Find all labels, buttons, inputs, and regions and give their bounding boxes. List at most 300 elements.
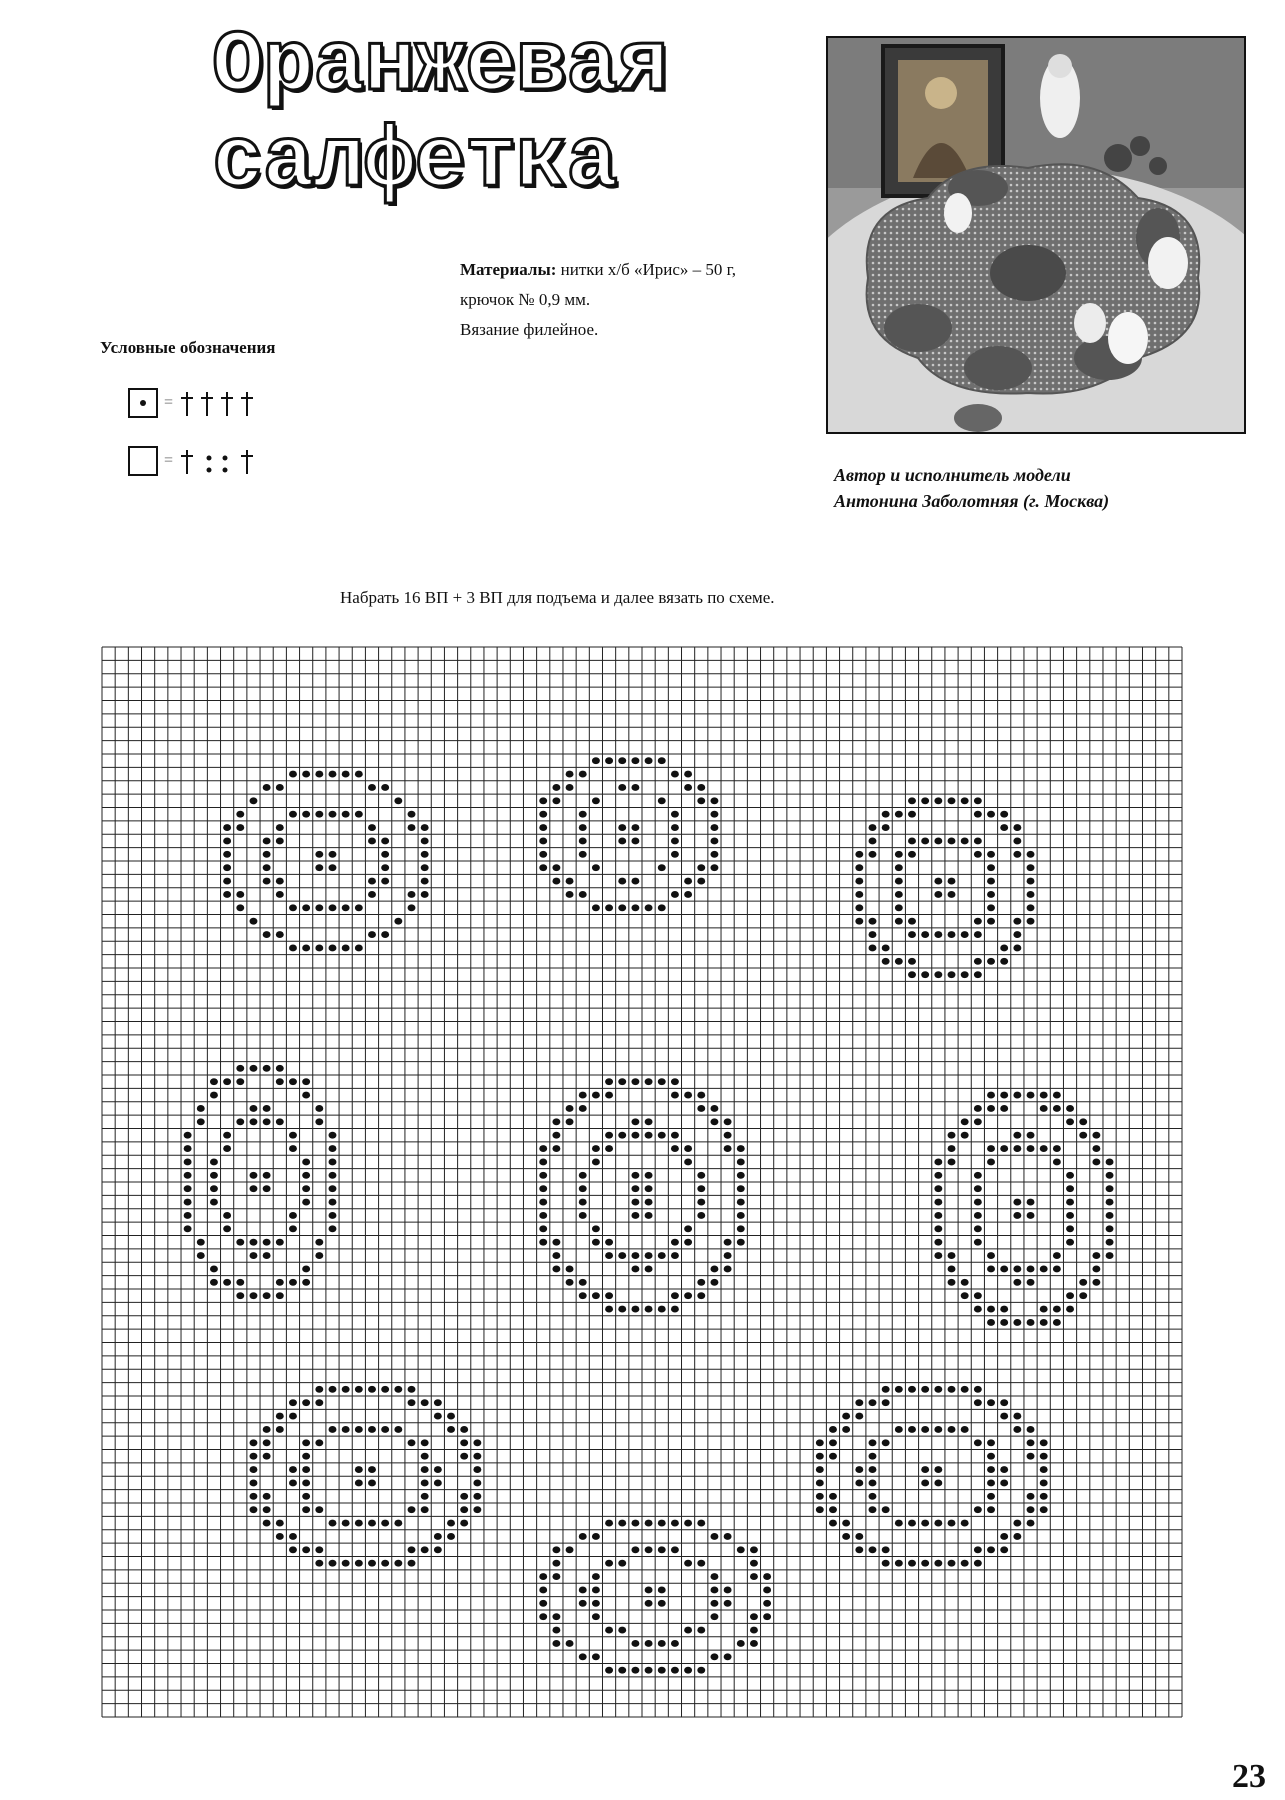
filled-cell: [368, 891, 376, 898]
filled-cell: [987, 1479, 995, 1486]
filled-cell: [710, 1653, 718, 1660]
filled-cell: [552, 1265, 560, 1272]
filled-cell: [987, 958, 995, 965]
filled-cell: [1106, 1158, 1114, 1165]
filled-cell: [421, 878, 429, 885]
filled-cell: [263, 1506, 271, 1513]
filled-cell: [750, 1640, 758, 1647]
filled-cell: [408, 891, 416, 898]
filled-cell: [302, 904, 310, 911]
filled-cell: [697, 1627, 705, 1634]
filled-cell: [974, 1560, 982, 1567]
filled-cell: [658, 1078, 666, 1085]
filled-cell: [908, 797, 916, 804]
filled-cell: [1000, 1533, 1008, 1540]
filled-cell: [658, 864, 666, 871]
materials-text-1: нитки х/б «Ирис» – 50 г,: [560, 260, 736, 279]
filled-cell: [895, 811, 903, 818]
filled-cell: [329, 1225, 337, 1232]
filled-cell: [210, 1279, 218, 1286]
legend-filled: [128, 388, 263, 418]
filled-cell: [250, 1439, 258, 1446]
filled-cell: [829, 1426, 837, 1433]
filled-cell: [882, 811, 890, 818]
filled-cell: [1000, 958, 1008, 965]
filled-cell: [697, 1199, 705, 1206]
filled-cell: [566, 1546, 574, 1553]
filled-cell: [250, 1479, 258, 1486]
filled-cell: [1000, 1413, 1008, 1420]
filled-cell: [329, 1386, 337, 1393]
filled-cell: [289, 904, 297, 911]
filled-cell: [302, 1185, 310, 1192]
filled-cell: [855, 891, 863, 898]
filled-cell: [829, 1520, 837, 1527]
filled-cell: [552, 1560, 560, 1567]
filled-cell: [447, 1426, 455, 1433]
filled-cell: [315, 1252, 323, 1259]
filled-cell: [1000, 1546, 1008, 1553]
filled-cell: [592, 1586, 600, 1593]
filled-cell: [974, 1199, 982, 1206]
filled-cell: [987, 904, 995, 911]
filled-cell: [618, 824, 626, 831]
filled-cell: [250, 797, 258, 804]
filled-cell: [671, 1520, 679, 1527]
filled-cell: [289, 771, 297, 778]
filled-cell: [882, 1506, 890, 1513]
filled-cell: [934, 837, 942, 844]
filled-cell: [184, 1145, 192, 1152]
filled-cell: [605, 757, 613, 764]
filled-cell: [355, 1426, 363, 1433]
filled-cell: [381, 784, 389, 791]
filled-cell: [460, 1506, 468, 1513]
filled-cell: [355, 944, 363, 951]
filled-cell: [592, 757, 600, 764]
filled-cell: [697, 1212, 705, 1219]
filled-cell: [645, 1640, 653, 1647]
legend-eq: =: [164, 394, 174, 411]
filled-cell: [1000, 1399, 1008, 1406]
filled-cell: [671, 1092, 679, 1099]
filled-cell: [473, 1479, 481, 1486]
filled-cell: [710, 1118, 718, 1125]
filled-cell: [974, 837, 982, 844]
filled-cell: [869, 1399, 877, 1406]
filled-cell: [961, 1279, 969, 1286]
filled-cell: [1106, 1212, 1114, 1219]
filled-cell: [895, 1426, 903, 1433]
filled-cell: [855, 1399, 863, 1406]
filled-cell: [302, 1092, 310, 1099]
filled-cell: [552, 1640, 560, 1647]
filled-cell: [289, 1479, 297, 1486]
filled-cell: [737, 1640, 745, 1647]
filled-cell: [987, 878, 995, 885]
filled-cell: [329, 864, 337, 871]
filled-cell: [1040, 1306, 1048, 1313]
filled-cell: [869, 824, 877, 831]
filled-cell: [236, 1239, 244, 1246]
filled-cell: [1092, 1279, 1100, 1286]
filled-cell: [1066, 1212, 1074, 1219]
filled-cell: [408, 811, 416, 818]
filled-cell: [263, 931, 271, 938]
filled-cell: [974, 1386, 982, 1393]
filled-cell: [1013, 837, 1021, 844]
filled-cell: [882, 1399, 890, 1406]
filled-cell: [289, 1132, 297, 1139]
filled-cell: [658, 1520, 666, 1527]
filled-cell: [631, 1667, 639, 1674]
filled-cell: [974, 1118, 982, 1125]
filled-cell: [473, 1466, 481, 1473]
filled-cell: [631, 904, 639, 911]
filled-cell: [434, 1413, 442, 1420]
filled-cell: [223, 1225, 231, 1232]
filled-cell: [342, 1520, 350, 1527]
filled-cell: [329, 904, 337, 911]
filled-cell: [671, 1132, 679, 1139]
filled-cell: [631, 1118, 639, 1125]
filled-cell: [223, 851, 231, 858]
filled-cell: [421, 1453, 429, 1460]
filled-cell: [329, 1426, 337, 1433]
filled-cell: [1027, 1453, 1035, 1460]
filled-cell: [236, 1279, 244, 1286]
filled-cell: [592, 1600, 600, 1607]
filled-cell: [855, 864, 863, 871]
filled-cell: [1013, 1520, 1021, 1527]
filled-cell: [579, 1533, 587, 1540]
filled-cell: [289, 1466, 297, 1473]
filled-cell: [1066, 1225, 1074, 1232]
filled-cell: [974, 1239, 982, 1246]
filled-cell: [315, 904, 323, 911]
filled-cell: [263, 1439, 271, 1446]
filled-cell: [710, 1265, 718, 1272]
filled-cell: [631, 1265, 639, 1272]
filled-cell: [1013, 1199, 1021, 1206]
filled-cell: [895, 958, 903, 965]
filled-cell: [579, 1292, 587, 1299]
filled-cell: [710, 1600, 718, 1607]
filled-cell: [605, 904, 613, 911]
filled-cell: [882, 944, 890, 951]
filled-cell: [697, 1185, 705, 1192]
filled-cell: [329, 1158, 337, 1165]
filled-cell: [618, 1560, 626, 1567]
page-title: [212, 18, 667, 210]
filled-cell: [329, 1199, 337, 1206]
filled-cell: [1053, 1092, 1061, 1099]
filled-cell: [921, 931, 929, 938]
filled-cell: [592, 864, 600, 871]
filled-cell: [421, 837, 429, 844]
filled-cell: [684, 1225, 692, 1232]
filled-cell: [1106, 1252, 1114, 1259]
filled-cell: [724, 1239, 732, 1246]
filled-cell: [329, 1212, 337, 1219]
filled-cell: [1027, 918, 1035, 925]
filled-cell: [895, 878, 903, 885]
filled-cell: [210, 1078, 218, 1085]
filled-cell: [579, 1172, 587, 1179]
filled-cell: [961, 1292, 969, 1299]
filled-cell: [605, 1145, 613, 1152]
filled-cell: [645, 1212, 653, 1219]
filled-cell: [1092, 1158, 1100, 1165]
filled-cell: [276, 837, 284, 844]
filled-cell: [342, 904, 350, 911]
filled-cell: [276, 1279, 284, 1286]
filled-cell: [263, 1453, 271, 1460]
filled-cell: [658, 1600, 666, 1607]
filled-cell: [250, 1239, 258, 1246]
filled-cell: [539, 851, 547, 858]
filled-cell: [921, 1386, 929, 1393]
filled-cell: [1013, 1319, 1021, 1326]
filled-cell: [566, 1279, 574, 1286]
filled-cell: [223, 837, 231, 844]
filled-cell: [460, 1453, 468, 1460]
filled-cell: [882, 824, 890, 831]
filled-cell: [1040, 1506, 1048, 1513]
filled-cell: [750, 1546, 758, 1553]
filled-cell: [1027, 1506, 1035, 1513]
filled-cell: [184, 1212, 192, 1219]
filled-cell: [1027, 1132, 1035, 1139]
filled-cell: [276, 784, 284, 791]
filled-cell: [289, 1546, 297, 1553]
filled-cell: [315, 1439, 323, 1446]
filled-cell: [605, 1306, 613, 1313]
filled-cell: [579, 1279, 587, 1286]
filled-cell: [302, 1466, 310, 1473]
caption-line-1: Автор и исполнитель модели: [834, 465, 1071, 485]
filled-cell: [342, 1560, 350, 1567]
filled-cell: [289, 944, 297, 951]
filled-cell: [671, 1145, 679, 1152]
filled-cell: [210, 1199, 218, 1206]
filled-cell: [315, 1118, 323, 1125]
filled-cell: [645, 1185, 653, 1192]
filled-cell: [921, 1520, 929, 1527]
filled-cell: [684, 891, 692, 898]
filled-cell: [631, 1199, 639, 1206]
filled-cell: [710, 797, 718, 804]
filled-cell: [355, 811, 363, 818]
filled-cell: [263, 1172, 271, 1179]
filled-cell: [631, 1640, 639, 1647]
filled-cell: [368, 1520, 376, 1527]
filled-cell: [645, 1520, 653, 1527]
filled-cell: [276, 878, 284, 885]
filled-cell: [276, 824, 284, 831]
filled-cell: [605, 1627, 613, 1634]
legend-eq-2: =: [164, 452, 174, 469]
filled-cell: [645, 1306, 653, 1313]
filled-cell: [263, 851, 271, 858]
filled-cell: [697, 878, 705, 885]
filled-cell: [618, 1252, 626, 1259]
filled-cell: [1013, 1413, 1021, 1420]
filled-cell: [908, 1560, 916, 1567]
filled-cell: [329, 944, 337, 951]
filled-cell: [961, 797, 969, 804]
filled-cell: [408, 1506, 416, 1513]
filled-cell: [447, 1520, 455, 1527]
filled-cell: [421, 1493, 429, 1500]
filled-cell: [605, 1092, 613, 1099]
filled-cell: [961, 1520, 969, 1527]
filled-cell: [592, 1239, 600, 1246]
filled-cell: [539, 811, 547, 818]
filled-cell: [934, 1199, 942, 1206]
filled-cell: [223, 1212, 231, 1219]
title-line-2: салфетка: [212, 113, 617, 211]
filled-cell: [1027, 1520, 1035, 1527]
filled-cell: [710, 1279, 718, 1286]
materials-line-1: [460, 258, 820, 282]
filled-cell: [1040, 1105, 1048, 1112]
filled-cell: [197, 1239, 205, 1246]
filled-cell: [236, 811, 244, 818]
filled-cell: [355, 904, 363, 911]
filled-cell: [368, 1560, 376, 1567]
author-caption: [834, 462, 1109, 514]
filled-cell: [368, 824, 376, 831]
filled-cell: [987, 811, 995, 818]
filled-cell: [855, 878, 863, 885]
filled-cell: [1053, 1319, 1061, 1326]
filled-cell: [355, 1386, 363, 1393]
filled-cell: [697, 1520, 705, 1527]
filled-cell: [579, 1586, 587, 1593]
filled-cell: [934, 1172, 942, 1179]
filled-cell: [276, 1065, 284, 1072]
filled-cell: [223, 878, 231, 885]
filled-cell: [592, 1292, 600, 1299]
filled-cell: [289, 1145, 297, 1152]
filled-cell: [908, 931, 916, 938]
filled-cell: [276, 931, 284, 938]
filled-cell: [697, 1092, 705, 1099]
filled-cell: [684, 1520, 692, 1527]
filled-cell: [987, 1466, 995, 1473]
filled-cell: [816, 1439, 824, 1446]
filled-cell: [539, 1145, 547, 1152]
filled-cell: [987, 1092, 995, 1099]
filled-cell: [276, 1239, 284, 1246]
filled-cell: [974, 971, 982, 978]
filled-cell: [697, 1292, 705, 1299]
filled-cell: [302, 1158, 310, 1165]
filled-cell: [948, 1426, 956, 1433]
filled-cell: [342, 811, 350, 818]
filled-cell: [737, 1158, 745, 1165]
filled-cell: [1027, 1145, 1035, 1152]
filled-cell: [1106, 1199, 1114, 1206]
filled-cell: [263, 864, 271, 871]
filled-cell: [961, 1426, 969, 1433]
filled-cell: [394, 1520, 402, 1527]
filled-cell: [368, 1479, 376, 1486]
filled-cell: [869, 1493, 877, 1500]
filled-cell: [987, 1493, 995, 1500]
filled-cell: [1066, 1292, 1074, 1299]
filled-cell: [1027, 1426, 1035, 1433]
filled-cell: [934, 1479, 942, 1486]
filled-cell: [750, 1573, 758, 1580]
filled-cell: [855, 1466, 863, 1473]
filled-cell: [869, 1466, 877, 1473]
filled-cell: [829, 1453, 837, 1460]
filled-cell: [539, 797, 547, 804]
filled-cell: [460, 1426, 468, 1433]
filled-cell: [934, 797, 942, 804]
filled-cell: [618, 784, 626, 791]
filled-cell: [263, 784, 271, 791]
filled-cell: [671, 1252, 679, 1259]
filled-cell: [816, 1506, 824, 1513]
filled-cell: [948, 837, 956, 844]
filled-cell: [368, 931, 376, 938]
filled-cell: [342, 1386, 350, 1393]
filled-cell: [684, 1667, 692, 1674]
filled-cell: [592, 1533, 600, 1540]
filled-cell: [381, 1426, 389, 1433]
filled-cell: [934, 1158, 942, 1165]
filled-cell: [302, 1399, 310, 1406]
filled-cell: [1013, 1265, 1021, 1272]
filled-cell: [315, 811, 323, 818]
materials-line-2: крючок № 0,9 мм.: [460, 290, 591, 309]
filled-cell: [579, 1199, 587, 1206]
treble-chain-icon: [179, 446, 263, 476]
filled-cell: [223, 824, 231, 831]
filled-cell: [1000, 1319, 1008, 1326]
filled-cell: [987, 1506, 995, 1513]
filled-cell: [263, 837, 271, 844]
filled-cell: [539, 1586, 547, 1593]
filled-cell: [750, 1627, 758, 1634]
filled-cell: [974, 851, 982, 858]
filled-cell: [1040, 1453, 1048, 1460]
filled-cell: [658, 1132, 666, 1139]
filled-cell: [315, 1546, 323, 1553]
filled-cell: [381, 837, 389, 844]
filled-cell: [566, 878, 574, 885]
filled-cell: [710, 811, 718, 818]
filled-cell: [645, 1118, 653, 1125]
filled-cell: [974, 1399, 982, 1406]
filled-cell: [895, 864, 903, 871]
filled-cell: [302, 1453, 310, 1460]
filled-cell: [816, 1479, 824, 1486]
filled-cell: [1092, 1145, 1100, 1152]
filled-cell: [869, 944, 877, 951]
filled-cell: [368, 878, 376, 885]
filled-cell: [934, 931, 942, 938]
filled-cell: [1027, 904, 1035, 911]
filled-cell: [987, 1158, 995, 1165]
filled-cell: [658, 1252, 666, 1259]
filled-cell: [579, 837, 587, 844]
filled-cell: [263, 1292, 271, 1299]
filled-cell: [434, 1479, 442, 1486]
